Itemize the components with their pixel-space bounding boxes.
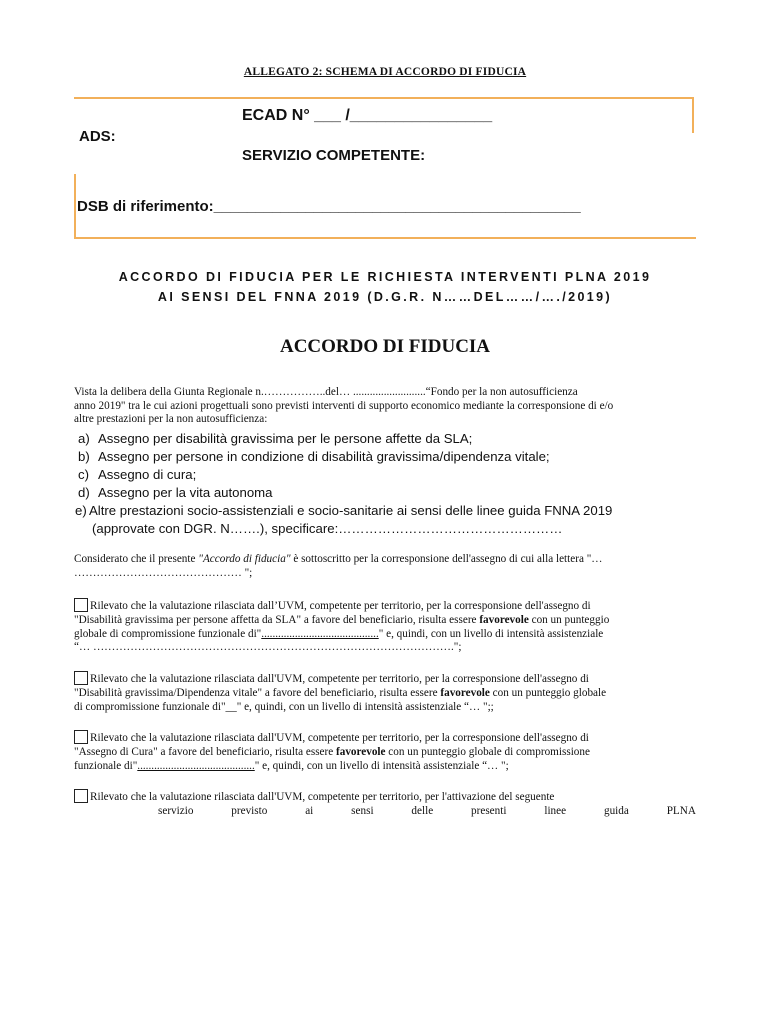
box-left-border: [74, 174, 76, 238]
considerato-line: Considerato che il presente "Accordo di fiducia" è sottoscritto per la corresponsione dell'assegno di cui alla lettera "…: [74, 553, 603, 565]
check-block-cura: [74, 730, 698, 773]
check-line: "Disabilità gravissima per persone affetta da SLA" a favore del beneficiario, risulta essere favorevole con un punteggio: [74, 613, 610, 626]
word: servizio: [158, 804, 194, 817]
check-line: globale di compromissione funzionale di".........................................." e, quindi, con un livello di intensità assistenziale: [74, 627, 604, 640]
word: sensi: [351, 804, 374, 817]
considerato-paragraph: [74, 553, 714, 580]
word: previsto: [231, 804, 268, 817]
check-line: Rilevato che la valutazione rilasciata dall'UVM, competente per territorio, per l'attivazione del seguente: [74, 789, 698, 805]
document-title: ACCORDO DI FIDUCIA: [279, 336, 491, 357]
list-item: (approvate con DGR. N…….), specificare:……………………………………………: [92, 521, 563, 536]
ads-label: ADS:: [79, 128, 116, 145]
intro-line: Vista la delibera della Giunta Regionale n.……………..del… ..........................“Fondo per la non autosufficienza: [74, 386, 578, 398]
intro-line: anno 2019" tra le cui azioni progettuali sono previsti interventi di supporto economico mediante la corresponsione di e/o: [74, 399, 614, 412]
word: PLNA: [666, 804, 696, 817]
checkbox-servizio[interactable]: [74, 789, 88, 803]
checkbox-sla[interactable]: [74, 598, 88, 612]
checkbox-dipendenza[interactable]: [74, 671, 88, 685]
dsb-field[interactable]: DSB di riferimento:____________________________________________: [77, 198, 581, 215]
list-item: e) Altre prestazioni socio-assistenziali e socio-sanitarie ai sensi delle linee guida FNNA 2019: [75, 503, 613, 518]
benefit-list: [75, 430, 613, 538]
check-line: Rilevato che la valutazione rilasciata dall'UVM, competente per territorio, per la corresponsione dell'assegno di: [74, 730, 698, 746]
check-line: "Assegno di Cura" a favore del beneficiario, risulta essere favorevole con un punteggio globale di compromissione: [74, 745, 590, 758]
list-item: a) Assegno per disabilità gravissima per le persone affette da SLA;: [78, 431, 473, 446]
word: delle: [411, 804, 434, 817]
annex-heading: ALLEGATO 2: SCHEMA DI ACCORDO DI FIDUCIA: [243, 66, 527, 78]
box-top-border: [74, 97, 694, 99]
servizio-label: SERVIZIO COMPETENTE:: [242, 147, 426, 164]
checkbox-cura[interactable]: [74, 730, 88, 744]
considerato-line: ……………………………………… ";: [74, 566, 253, 579]
check-line: funzionale di".........................................." e, quindi, con un livello di intensità assistenziale “… ";: [74, 759, 509, 772]
word: presenti: [471, 804, 507, 817]
check-line: "Disabilità gravissima/Dipendenza vitale" a favore del beneficiario, risulta essere favorevole con un punteggio globale: [74, 686, 607, 699]
check-block-dipendenza: [74, 671, 698, 714]
box-right-border: [692, 97, 694, 133]
box-bottom-border: [74, 237, 696, 239]
check-block-sla: [74, 598, 698, 655]
list-item: b) Assegno per persone in condizione di disabilità gravissima/dipendenza vitale;: [78, 449, 550, 464]
subtitle-line-2: AI SENSI DEL FNNA 2019 (D.G.R. N……DEL……/…./2019): [157, 290, 613, 304]
check-line: Rilevato che la valutazione rilasciata dall'UVM, competente per territorio, per la corresponsione dell'assegno di: [74, 671, 698, 687]
word: ai: [305, 804, 314, 817]
word: guida: [603, 804, 629, 817]
word: linee: [544, 804, 567, 817]
ecad-field[interactable]: ECAD N° ___ /________________: [242, 107, 493, 124]
list-item: c) Assegno di cura;: [78, 467, 197, 482]
check-line: “… …………………………………………………………………………………….";: [74, 641, 462, 654]
check-line: [74, 805, 698, 819]
check-line: Rilevato che la valutazione rilasciata dall’UVM, competente per territorio, per la corresponsione dell'assegno di: [74, 598, 698, 614]
intro-line: altre prestazioni per la non autosufficienza:: [74, 413, 268, 426]
check-line: di compromissione funzionale di"__" e, quindi, con un livello di intensità assistenziale “… ";;: [74, 700, 494, 713]
subtitle-line-1: ACCORDO DI FIDUCIA PER LE RICHIESTA INTERVENTI PLNA 2019: [118, 270, 652, 284]
intro-paragraph: [74, 386, 714, 427]
list-item: d) Assegno per la vita autonoma: [78, 485, 273, 500]
check-block-servizio: [74, 789, 698, 819]
